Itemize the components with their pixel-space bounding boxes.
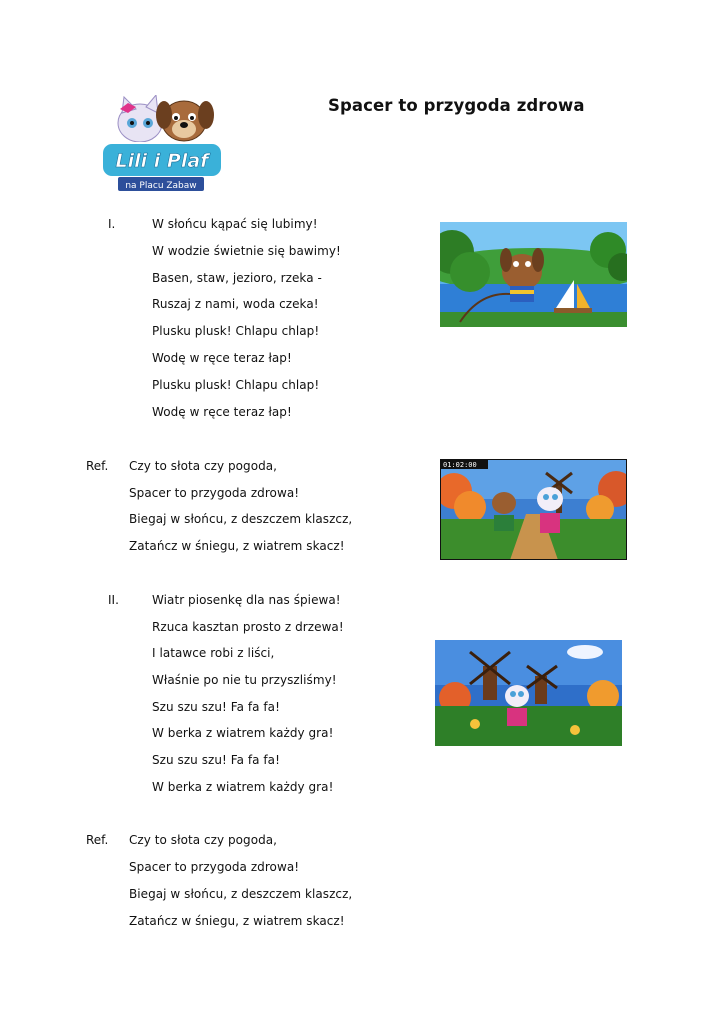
refrain-1-line: Zatańcz w śniegu, z wiatrem skacz!: [129, 539, 345, 553]
refrain-2-line: Biegaj w słońcu, z deszczem klaszcz,: [129, 887, 353, 901]
logo-name: Lili i Plaf: [115, 150, 209, 172]
refrain-1-line: Biegaj w słońcu, z deszczem klaszcz,: [129, 512, 353, 526]
cat-windmills-autumn-illustration: [435, 640, 622, 746]
refrain-2-line: Zatańcz w śniegu, z wiatrem skacz!: [129, 914, 345, 928]
video-timestamp: 01:02:00: [443, 461, 477, 469]
stanza-2-line: Rzuca kasztan prosto z drzewa!: [152, 620, 344, 634]
stanza-1-line: W słońcu kąpać się lubimy!: [152, 217, 318, 231]
stanza-1-line: Plusku plusk! Chlapu chlap!: [152, 324, 320, 338]
dog-and-cat-autumn-path-illustration: [440, 459, 627, 560]
stanza-2-line: Szu szu szu! Fa fa fa!: [152, 753, 280, 767]
stanza-1-line: Ruszaj z nami, woda czeka!: [152, 297, 319, 311]
stanza-2-line: W berka z wiatrem każdy gra!: [152, 726, 334, 740]
logo-subtitle: na Placu Zabaw: [125, 181, 197, 191]
stanza-2-line: Właśnie po nie tu przyszliśmy!: [152, 673, 337, 687]
refrain-2-marker: Ref.: [86, 833, 109, 847]
stanza-1-line: Basen, staw, jezioro, rzeka -: [152, 271, 322, 285]
stanza-1-line: Wodę w ręce teraz łap!: [152, 351, 292, 365]
stanza-2-line: W berka z wiatrem każdy gra!: [152, 780, 334, 794]
stanza-2-line: I latawce robi z liści,: [152, 646, 275, 660]
song-title: Spacer to przygoda zdrowa: [328, 96, 585, 115]
refrain-2-line: Czy to słota czy pogoda,: [129, 833, 278, 847]
lili-i-plaf-logo: [98, 95, 226, 195]
refrain-1-line: Spacer to przygoda zdrowa!: [129, 486, 300, 500]
stanza-2-line: Wiatr piosenkę dla nas śpiewa!: [152, 593, 341, 607]
stanza-2-line: Szu szu szu! Fa fa fa!: [152, 700, 280, 714]
stanza-2-marker: II.: [108, 593, 119, 607]
refrain-1-marker: Ref.: [86, 459, 109, 473]
stanza-1-marker: I.: [108, 217, 116, 231]
stanza-1-line: Wodę w ręce teraz łap!: [152, 405, 292, 419]
dog-by-lake-illustration: [440, 222, 627, 327]
stanza-1-line: W wodzie świetnie się bawimy!: [152, 244, 341, 258]
stanza-1-line: Plusku plusk! Chlapu chlap!: [152, 378, 320, 392]
refrain-1-line: Czy to słota czy pogoda,: [129, 459, 278, 473]
refrain-2-line: Spacer to przygoda zdrowa!: [129, 860, 300, 874]
